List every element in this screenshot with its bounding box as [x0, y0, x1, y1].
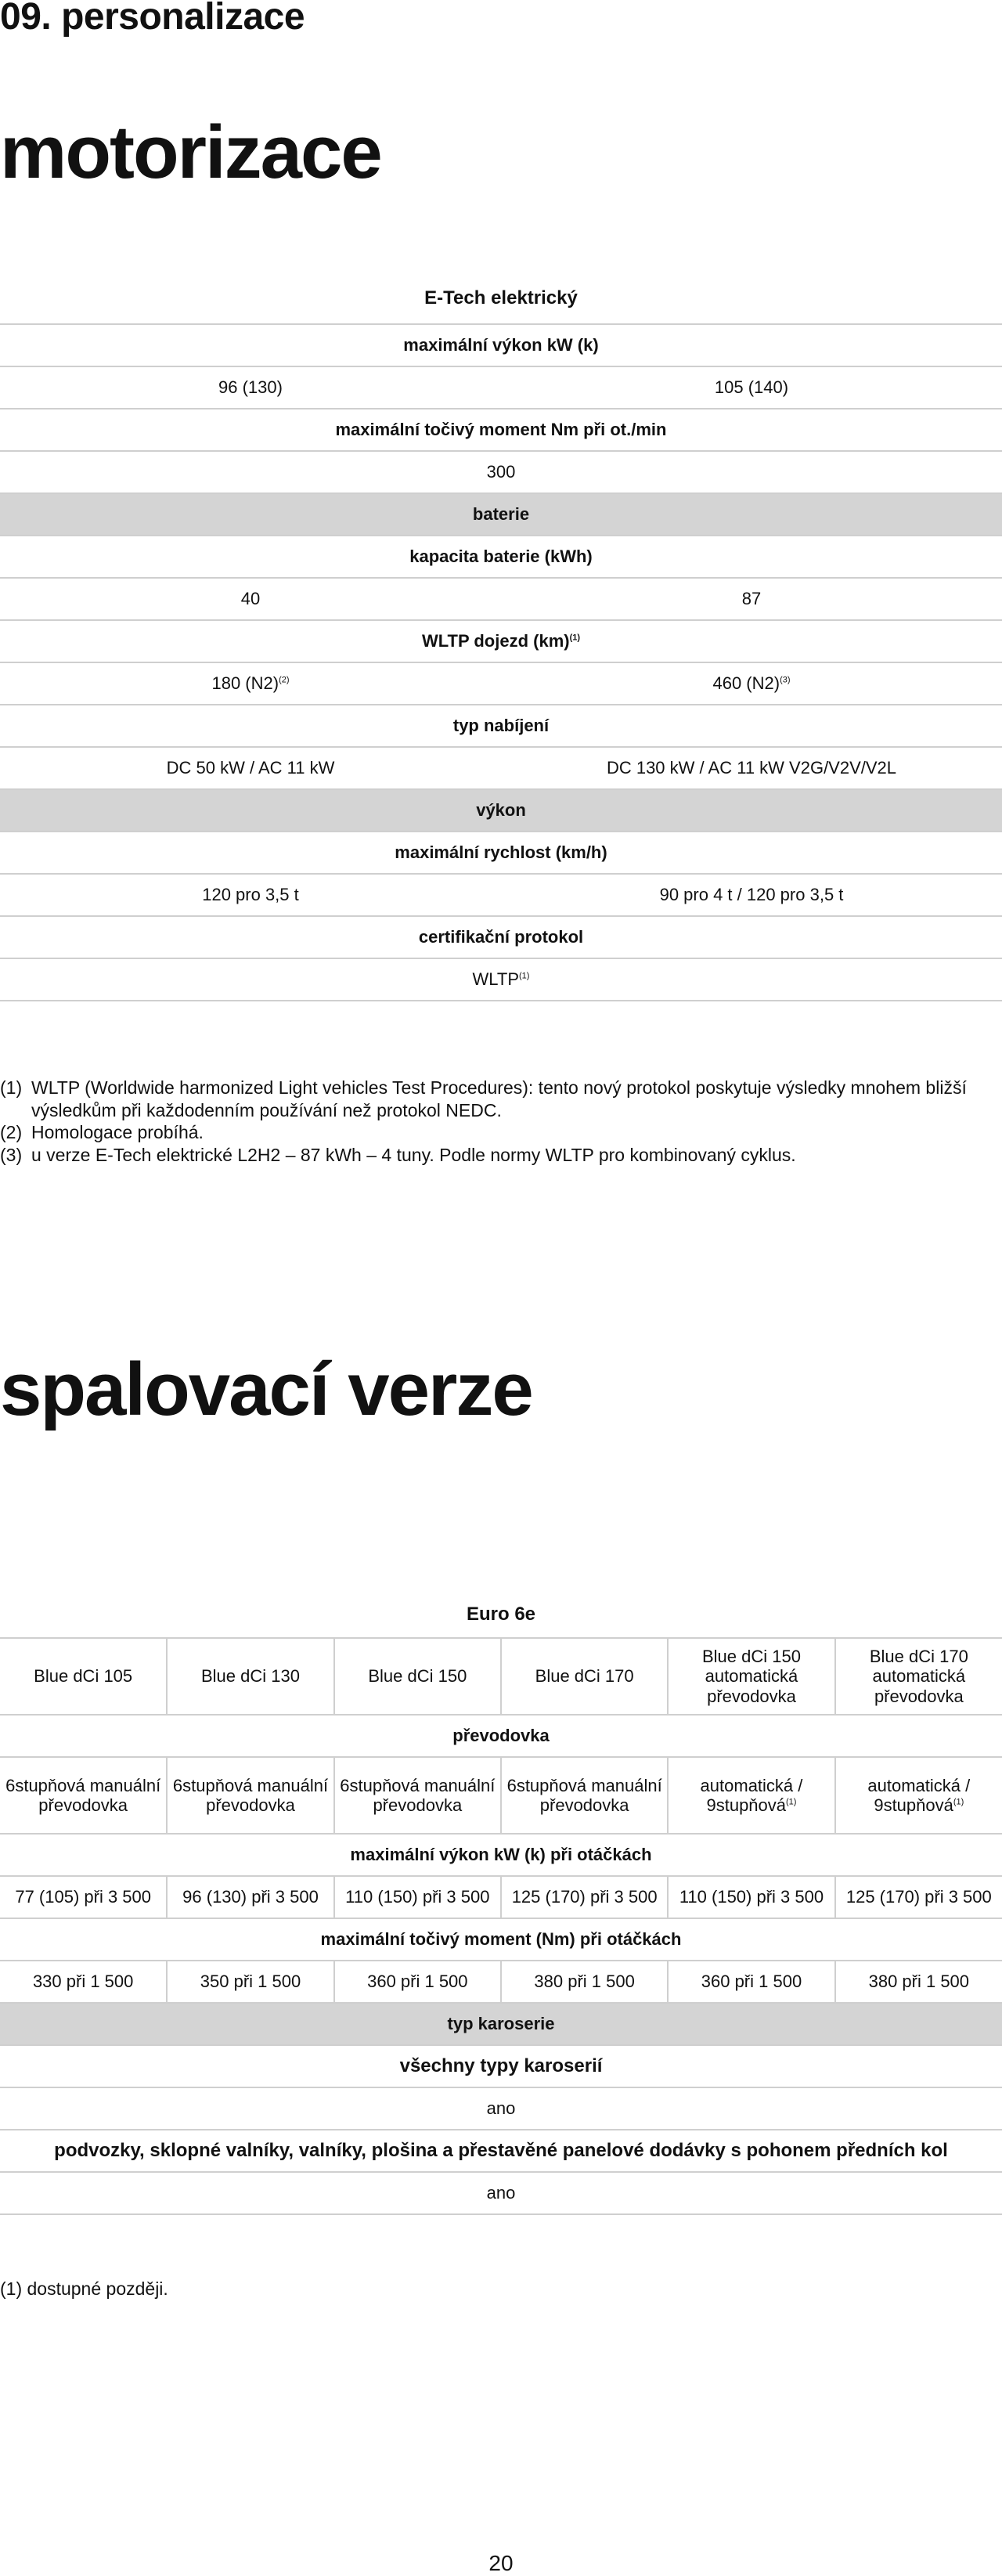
- ice-power-value: 110 (150) při 3 500: [334, 1876, 501, 1918]
- ev-charging-value: DC 130 kW / AC 11 kW V2G/V2V/V2L: [501, 747, 1002, 789]
- footnote-ref: (1): [569, 633, 581, 643]
- ice-power-value: 125 (170) při 3 500: [835, 1876, 1002, 1918]
- ice-gearbox-value: 6stupňová manuální převodovka: [334, 1757, 501, 1834]
- ice-torque-value: 380 při 1 500: [501, 1961, 668, 2003]
- ev-footnotes: [0, 1077, 1002, 1166]
- ev-spec-table: [0, 272, 1002, 1001]
- ice-torque-value: 330 při 1 500: [0, 1961, 167, 2003]
- ice-body-all-label: všechny typy karoserií: [0, 2045, 1002, 2087]
- ice-power-value: 125 (170) při 3 500: [501, 1876, 668, 1918]
- ev-range-label: WLTP dojezd (km)$^{(1)}$: [0, 620, 1002, 662]
- ev-charging-label: typ nabíjení: [0, 705, 1002, 747]
- ice-engine-name: Blue dCi 105: [0, 1638, 167, 1715]
- ev-performance-section: výkon: [0, 789, 1002, 832]
- ice-engine-name: Blue dCi 170 automatická převodovka: [835, 1638, 1002, 1715]
- ev-power-value: 96 (130): [0, 366, 501, 409]
- footnote-ref: (1): [519, 971, 530, 981]
- page-number: 20: [488, 2551, 514, 2575]
- ev-battery-section: baterie: [0, 493, 1002, 536]
- ice-torque-value: 360 při 1 500: [668, 1961, 834, 2003]
- ice-section-title: spalovací verze: [0, 1348, 532, 1431]
- ev-torque-label: maximální točivý moment Nm při ot./min: [0, 409, 1002, 451]
- ice-footnote: (1) dostupné později.: [0, 2278, 168, 2299]
- footnote-ref: (1): [786, 1797, 797, 1807]
- footnote: (1) WLTP (Worldwide harmonized Light vehicles Test Procedures): tento nový protokol poskytuje výsledky mnohem bližší výsledkům při každodenním používání než protokol NEDC.: [0, 1077, 967, 1120]
- ice-gearbox-value: 6stupňová manuální převodovka: [167, 1757, 333, 1834]
- ice-torque-label: maximální točivý moment (Nm) při otáčkách: [0, 1918, 1002, 1961]
- ice-engine-name: Blue dCi 150 automatická převodovka: [668, 1638, 834, 1715]
- footnote-ref: (2): [279, 675, 290, 685]
- ev-torque-value: 300: [0, 451, 1002, 493]
- ice-power-label: maximální výkon kW (k) při otáčkách: [0, 1834, 1002, 1876]
- ev-charging-value: DC 50 kW / AC 11 kW: [0, 747, 501, 789]
- ice-body-chassis-label: podvozky, sklopné valníky, valníky, plošina a přestavěné panelové dodávky s pohonem předních kol: [0, 2130, 1002, 2172]
- ev-cert-label: certifikační protokol: [0, 916, 1002, 958]
- ev-power-value: 105 (140): [501, 366, 1002, 409]
- ev-speed-value: 90 pro 4 t / 120 pro 3,5 t: [501, 874, 1002, 916]
- ice-engine-name: Blue dCi 130: [167, 1638, 333, 1715]
- ev-power-label: maximální výkon kW (k): [0, 324, 1002, 366]
- ice-body-chassis-value: ano: [0, 2172, 1002, 2214]
- footnote: (3) u verze E-Tech elektrické L2H2 – 87 kWh – 4 tuny. Podle normy WLTP pro kombinovaný cyklus.: [0, 1144, 796, 1165]
- ev-range-value: 460 $(N2)^{(3)}$: [501, 662, 1002, 705]
- ev-capacity-value: 40: [0, 578, 501, 620]
- ice-power-value: 77 (105) při 3 500: [0, 1876, 167, 1918]
- ice-torque-value: 360 při 1 500: [334, 1961, 501, 2003]
- ice-engine-name: Blue dCi 150: [334, 1638, 501, 1715]
- ice-body-all-value: ano: [0, 2087, 1002, 2130]
- footnote: (2) Homologace probíhá.: [0, 1122, 204, 1143]
- ev-speed-value: 120 pro 3,5 t: [0, 874, 501, 916]
- footnote-ref: (3): [780, 675, 791, 685]
- ice-power-value: 96 (130) při 3 500: [167, 1876, 333, 1918]
- ice-gearbox-value: 6stupňová manuální převodovka: [0, 1757, 167, 1834]
- ice-torque-value: 350 při 1 500: [167, 1961, 333, 2003]
- page-header-title: 09. personalizace: [0, 0, 305, 38]
- ice-gearbox-value: automatická / 9stupňová$^{(1)}$: [835, 1757, 1002, 1834]
- ev-cert-value: WLTP$^{(1)}$: [0, 958, 1002, 1001]
- ev-capacity-value: 87: [501, 578, 1002, 620]
- ice-gearbox-label: převodovka: [0, 1715, 1002, 1757]
- ice-spec-table: [0, 1591, 1002, 2215]
- ev-range-value: 180 $(N2)^{(2)}$: [0, 662, 501, 705]
- ice-gearbox-value: 6stupňová manuální převodovka: [501, 1757, 668, 1834]
- ev-table-title: E-Tech elektrický: [0, 272, 1002, 324]
- ev-speed-label: maximální rychlost (km/h): [0, 832, 1002, 874]
- ev-capacity-label: kapacita baterie (kWh): [0, 536, 1002, 578]
- ice-power-value: 110 (150) při 3 500: [668, 1876, 834, 1918]
- ice-table-title: Euro 6e: [0, 1591, 1002, 1638]
- ice-body-section: typ karoserie: [0, 2003, 1002, 2045]
- ice-torque-value: 380 při 1 500: [835, 1961, 1002, 2003]
- ice-engine-name: Blue dCi 170: [501, 1638, 668, 1715]
- ev-section-title: motorizace: [0, 110, 381, 194]
- footnote-ref: (1): [953, 1797, 964, 1807]
- ice-gearbox-value: automatická / 9stupňová$^{(1)}$: [668, 1757, 834, 1834]
